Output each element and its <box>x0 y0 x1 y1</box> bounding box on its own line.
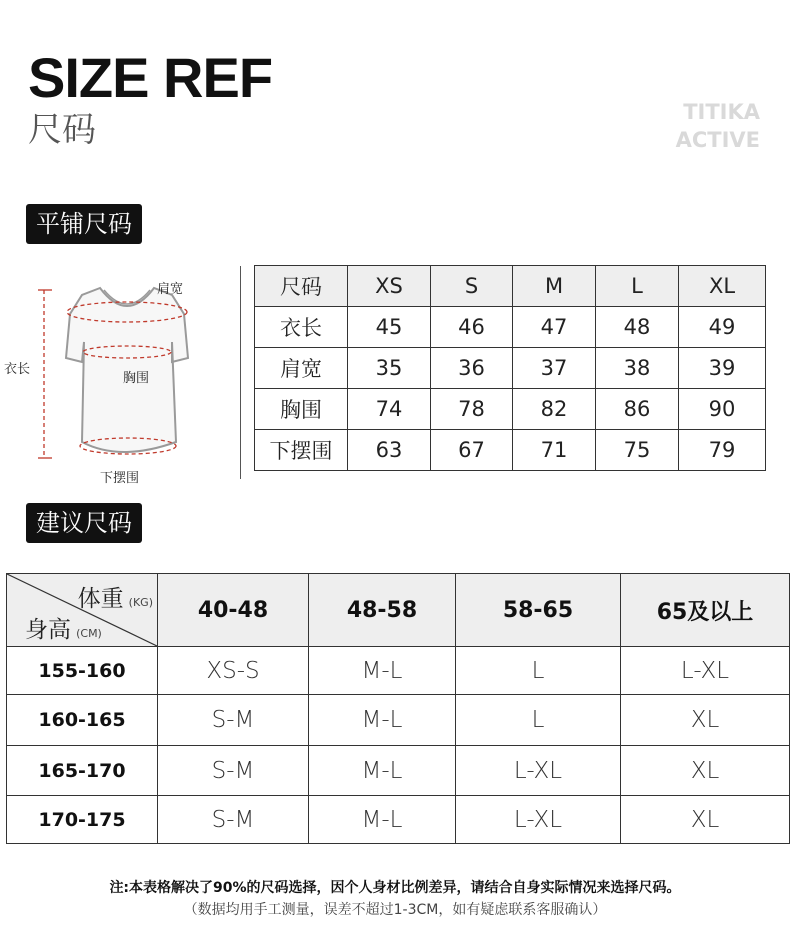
weight-header-cell: 65及以上 <box>621 574 790 647</box>
height-row-label: 160-165 <box>7 695 158 746</box>
height-row-label: 155-160 <box>7 647 158 695</box>
table-cell: L-XL <box>456 746 621 796</box>
footnote-secondary: （数据均用手工测量，误差不超过1-3CM，如有疑虑联系客服确认） <box>183 902 607 918</box>
table-cell: 82 <box>513 389 596 430</box>
table-cell: M-L <box>309 746 456 796</box>
table-cell: 35 <box>348 348 431 389</box>
divider-line <box>240 266 241 479</box>
table-row-label: 胸围 <box>255 389 348 430</box>
table-cell: M-L <box>309 695 456 746</box>
footnote-primary: 注:本表格解决了90%的尺码选择，因个人身材比例差异，请结合自身实际情况来选择尺码。 <box>109 880 681 896</box>
table-cell: S-M <box>158 695 309 746</box>
label-shoulder: 肩宽 <box>157 282 184 297</box>
table-cell: 79 <box>679 430 766 471</box>
table-cell: 74 <box>348 389 431 430</box>
recommended-size-table <box>6 573 790 844</box>
table-cell: 75 <box>596 430 679 471</box>
table-row-label: 下摆围 <box>255 430 348 471</box>
table-cell: 46 <box>431 307 513 348</box>
table-cell: 78 <box>431 389 513 430</box>
table-corner-cell <box>7 574 158 647</box>
page-title: SIZE REF <box>28 46 273 109</box>
weight-header-cell: 48-58 <box>309 574 456 647</box>
table-cell: XL <box>621 695 790 746</box>
table-cell: 86 <box>596 389 679 430</box>
table-cell: 71 <box>513 430 596 471</box>
table-row <box>255 389 766 430</box>
table-header-cell: S <box>431 266 513 307</box>
label-chest: 胸围 <box>123 371 150 386</box>
table-cell: S-M <box>158 796 309 844</box>
table-header-cell: XL <box>679 266 766 307</box>
table-cell: 67 <box>431 430 513 471</box>
table-cell: 37 <box>513 348 596 389</box>
table-cell: M-L <box>309 796 456 844</box>
section-tag-flat-size: 平铺尺码 <box>26 204 142 244</box>
corner-weight-label: 体重 <box>77 586 124 612</box>
table-cell: XL <box>621 796 790 844</box>
table-cell: 36 <box>431 348 513 389</box>
flat-size-table <box>254 265 766 471</box>
table-row <box>7 695 790 746</box>
table-header-row <box>255 266 766 307</box>
table-cell: 90 <box>679 389 766 430</box>
height-row-label: 170-175 <box>7 796 158 844</box>
brand-line-2: ACTIVE <box>675 128 760 152</box>
table-row-label: 衣长 <box>255 307 348 348</box>
table-cell: L-XL <box>456 796 621 844</box>
table-row <box>255 430 766 471</box>
table-cell: L <box>456 647 621 695</box>
table-header-cell: 尺码 <box>255 266 348 307</box>
table-header-cell: M <box>513 266 596 307</box>
table-header-cell: XS <box>348 266 431 307</box>
section-tag-recommended-size: 建议尺码 <box>26 503 142 543</box>
brand-line-1: TITIKA <box>683 100 760 124</box>
table-cell: L-XL <box>621 647 790 695</box>
corner-height-unit: (CM) <box>76 627 102 640</box>
table-cell: XL <box>621 746 790 796</box>
table-row-label: 肩宽 <box>255 348 348 389</box>
table-row <box>255 348 766 389</box>
table-cell: 39 <box>679 348 766 389</box>
table-cell: 47 <box>513 307 596 348</box>
table-row <box>7 647 790 695</box>
table-cell: 49 <box>679 307 766 348</box>
table-cell: 63 <box>348 430 431 471</box>
table-row <box>7 796 790 844</box>
garment-diagram <box>0 262 236 494</box>
corner-weight-unit: (KG) <box>128 596 153 609</box>
label-length: 衣长 <box>4 362 31 377</box>
height-row-label: 165-170 <box>7 746 158 796</box>
table-row <box>255 307 766 348</box>
table-cell: 48 <box>596 307 679 348</box>
table-cell: XS-S <box>158 647 309 695</box>
table-cell: M-L <box>309 647 456 695</box>
corner-height-label: 身高 <box>25 617 71 643</box>
table-cell: 38 <box>596 348 679 389</box>
table-header-cell: L <box>596 266 679 307</box>
tshirt-illustration <box>0 262 236 494</box>
page-subtitle: 尺码 <box>28 110 96 150</box>
table-row <box>7 746 790 796</box>
table-cell: S-M <box>158 746 309 796</box>
weight-header-cell: 58-65 <box>456 574 621 647</box>
table-cell: 45 <box>348 307 431 348</box>
table-cell: L <box>456 695 621 746</box>
table-header-row <box>7 574 790 647</box>
label-hem: 下摆围 <box>100 471 140 486</box>
weight-header-cell: 40-48 <box>158 574 309 647</box>
